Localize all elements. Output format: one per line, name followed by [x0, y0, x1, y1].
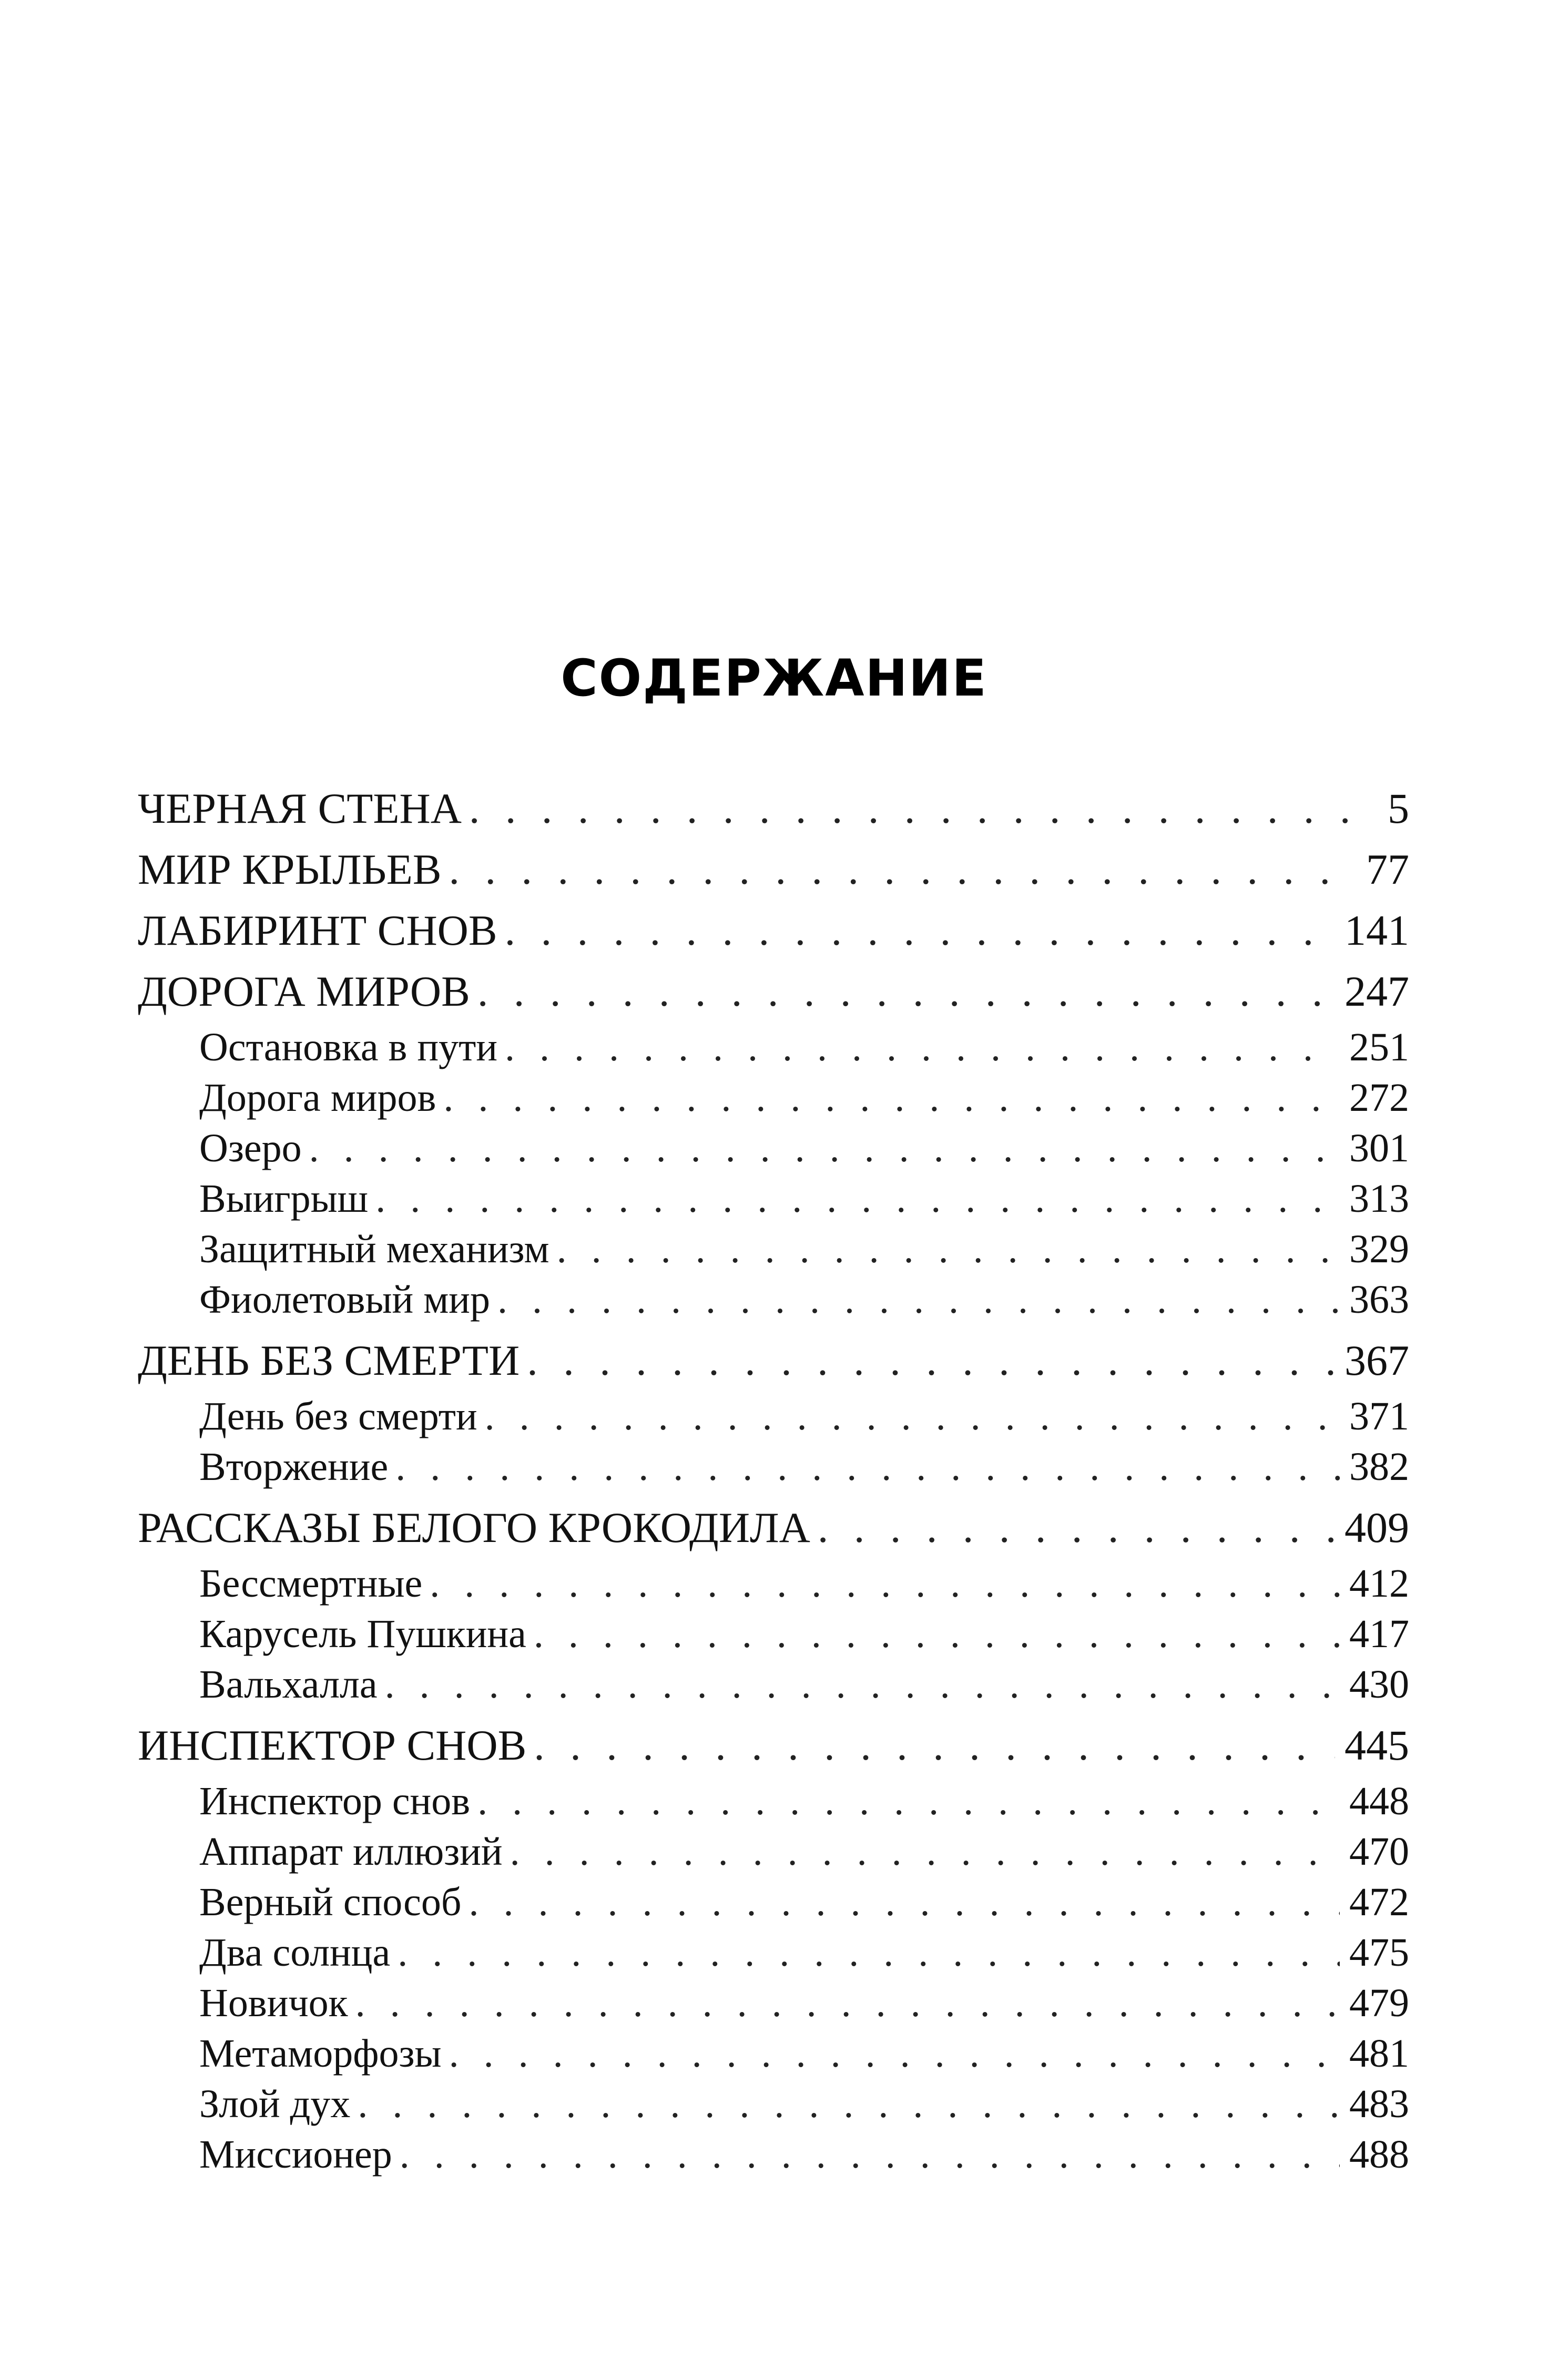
dot-leader	[497, 1274, 1340, 1325]
toc-entry-sub	[138, 1978, 1409, 2028]
toc-entry-main	[138, 961, 1409, 1022]
toc-page-number: 448	[1349, 1779, 1409, 1823]
toc-entry-sub	[138, 2079, 1409, 2129]
dot-leader	[505, 1022, 1340, 1072]
page-title: СОДЕРЖАНИЕ	[561, 649, 987, 708]
toc-page-number: 430	[1349, 1662, 1409, 1707]
dot-leader	[449, 2028, 1340, 2079]
toc-page-number: 251	[1349, 1025, 1409, 1069]
toc-entry-main	[138, 1497, 1409, 1558]
toc-entry-label: Карусель Пушкина	[199, 1612, 526, 1656]
toc-page-number: 141	[1345, 906, 1409, 954]
toc-entry-main	[138, 900, 1409, 961]
dot-leader	[527, 1330, 1335, 1391]
toc-entry-label: ЛАБИРИНТ СНОВ	[138, 906, 497, 954]
dot-leader	[430, 1558, 1340, 1609]
toc-page-number: 445	[1345, 1721, 1409, 1769]
toc-entry-label: ЧЕРНАЯ СТЕНА	[138, 784, 462, 832]
toc-entry-sub	[138, 1927, 1409, 1978]
toc-entry-label: Защитный механизм	[199, 1227, 549, 1271]
toc-entry-sub	[138, 1609, 1409, 1659]
dot-leader	[557, 1224, 1340, 1274]
toc-page-number: 470	[1349, 1830, 1409, 1874]
toc-entry-label: Фиолетовый мир	[199, 1278, 490, 1322]
dot-leader	[385, 1659, 1340, 1710]
toc-entry-label: Дорога миров	[199, 1076, 436, 1120]
toc-entry-label: День без смерти	[199, 1394, 477, 1438]
toc-entry-sub	[138, 1173, 1409, 1224]
toc-page-number: 412	[1349, 1561, 1409, 1606]
toc-page-number: 488	[1349, 2132, 1409, 2177]
toc-page-number: 479	[1349, 1981, 1409, 2025]
toc-entry-label: ДОРОГА МИРОВ	[138, 967, 470, 1015]
toc-page-number: 329	[1349, 1227, 1409, 1271]
dot-leader	[443, 1072, 1340, 1123]
dot-leader	[358, 2079, 1340, 2129]
toc-page-number: 272	[1349, 1076, 1409, 1120]
dot-leader	[375, 1173, 1340, 1224]
toc-page-number: 371	[1349, 1394, 1409, 1438]
toc-page-number: 367	[1345, 1336, 1409, 1384]
toc-page-number: 417	[1349, 1612, 1409, 1656]
toc-entry-label: Вальхалла	[199, 1662, 378, 1707]
dot-leader	[477, 1776, 1340, 1826]
toc-entry-sub	[138, 1274, 1409, 1325]
toc-entry-label: Озеро	[199, 1126, 302, 1170]
dot-leader	[395, 1442, 1340, 1492]
toc-entry-sub	[138, 1391, 1409, 1442]
toc-entry-label: Верный способ	[199, 1880, 462, 1924]
dot-leader	[355, 1978, 1340, 2028]
toc-entry-sub	[138, 1022, 1409, 1072]
toc-page-number: 363	[1349, 1278, 1409, 1322]
dot-leader	[469, 778, 1378, 839]
toc-entry-label: МИР КРЫЛЬЕВ	[138, 845, 442, 893]
dot-leader	[449, 839, 1357, 900]
dot-leader	[534, 1715, 1335, 1776]
toc-entry-sub	[138, 2028, 1409, 2079]
toc-entry-sub	[138, 1877, 1409, 1927]
toc-page-number: 247	[1345, 967, 1409, 1015]
toc-entry-main	[138, 778, 1409, 839]
dot-leader	[510, 1826, 1340, 1877]
toc-entry-label: Новичок	[199, 1981, 348, 2025]
toc-page-number: 483	[1349, 2082, 1409, 2126]
toc-page-number: 382	[1349, 1445, 1409, 1489]
toc-entry-label: Остановка в пути	[199, 1025, 497, 1069]
dot-leader	[309, 1123, 1340, 1173]
toc-page-number: 301	[1349, 1126, 1409, 1170]
dot-leader	[469, 1877, 1340, 1927]
toc-page-number: 475	[1349, 1930, 1409, 1975]
toc-page-number: 77	[1366, 845, 1409, 893]
toc-entry-sub	[138, 1826, 1409, 1877]
toc-entry-sub	[138, 1558, 1409, 1609]
toc-entry-main	[138, 1330, 1409, 1391]
dot-leader	[534, 1609, 1340, 1659]
toc-entry-label: ИНСПЕКТОР СНОВ	[138, 1721, 527, 1769]
toc-entry-label: РАССКАЗЫ БЕЛОГО КРОКОДИЛА	[138, 1504, 810, 1551]
toc-entry-sub	[138, 1123, 1409, 1173]
dot-leader	[477, 961, 1335, 1022]
toc-entry-label: Миссионер	[199, 2132, 392, 2177]
toc-page-number: 409	[1345, 1504, 1409, 1551]
toc-entry-label: Два солнца	[199, 1930, 391, 1975]
toc-entry-sub	[138, 1072, 1409, 1123]
toc-entry-main	[138, 1715, 1409, 1776]
toc-entry-label: Инспектор снов	[199, 1779, 471, 1823]
toc-page-number: 5	[1388, 784, 1409, 832]
toc-page-number: 472	[1349, 1880, 1409, 1924]
table-of-contents	[138, 778, 1409, 2180]
dot-leader	[818, 1497, 1335, 1558]
toc-entry-label: Метаморфозы	[199, 2031, 442, 2076]
toc-entry-label: Аппарат иллюзий	[199, 1830, 503, 1874]
toc-entry-label: Вторжение	[199, 1445, 389, 1489]
dot-leader	[400, 2129, 1340, 2180]
toc-page-number: 481	[1349, 2031, 1409, 2076]
toc-entry-sub	[138, 1776, 1409, 1826]
toc-page-number: 313	[1349, 1177, 1409, 1221]
dot-leader	[505, 900, 1335, 961]
toc-entry-label: Злой дух	[199, 2082, 351, 2126]
toc-entry-sub	[138, 1442, 1409, 1492]
toc-entry-label: Бессмертные	[199, 1561, 423, 1606]
toc-entry-sub	[138, 1659, 1409, 1710]
dot-leader	[485, 1391, 1340, 1442]
toc-entry-sub	[138, 2129, 1409, 2180]
toc-entry-main	[138, 839, 1409, 900]
toc-entry-sub	[138, 1224, 1409, 1274]
toc-entry-label: Выигрыш	[199, 1177, 369, 1221]
toc-entry-label: ДЕНЬ БЕЗ СМЕРТИ	[138, 1336, 520, 1384]
dot-leader	[398, 1927, 1340, 1978]
